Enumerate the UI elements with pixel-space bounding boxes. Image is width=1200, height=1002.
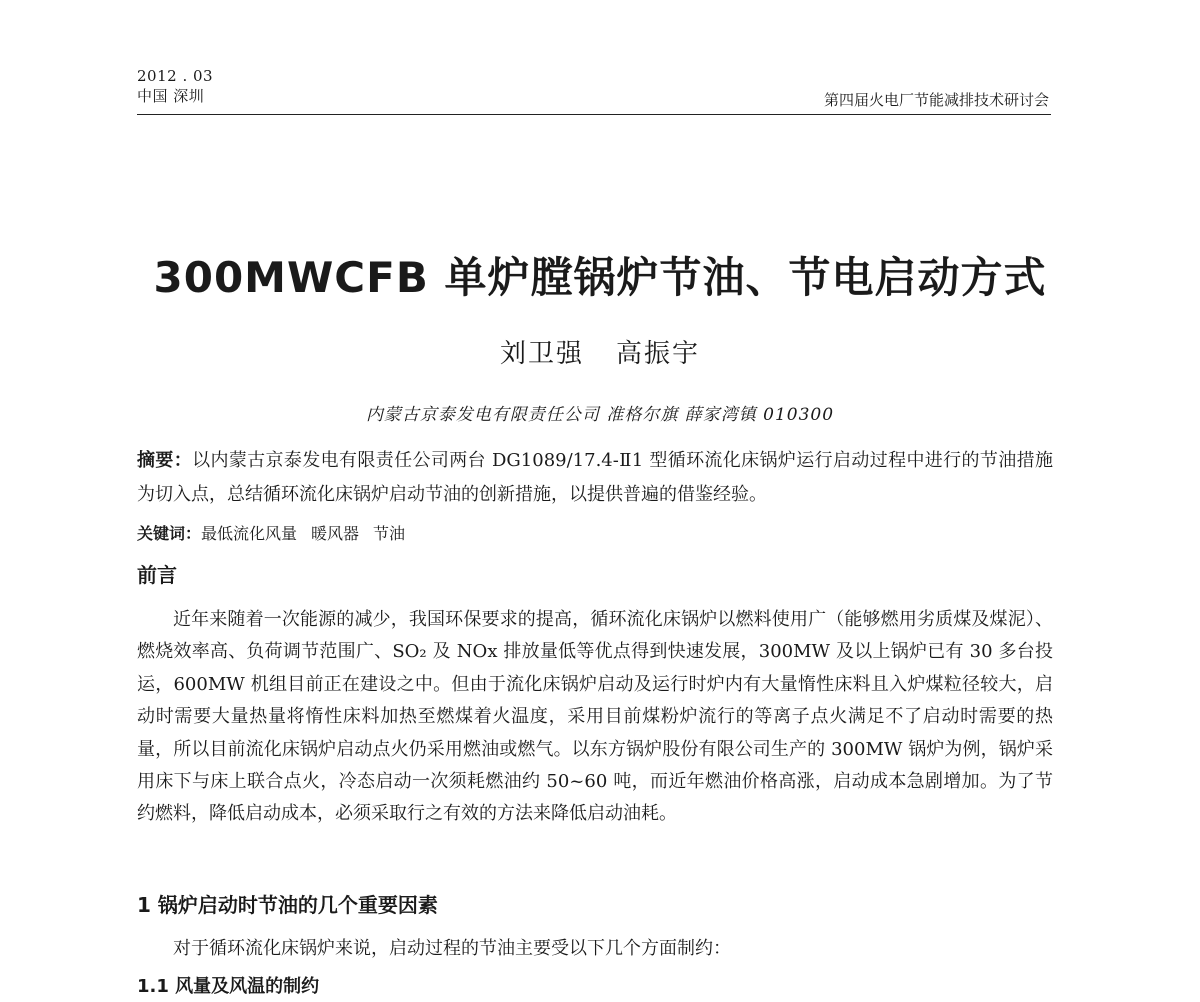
header-location: 中国 深圳 xyxy=(137,87,205,105)
keyword: 暖风器 xyxy=(311,524,360,543)
page-header xyxy=(137,66,1051,115)
header-date: 2012 . 03 xyxy=(137,67,214,85)
author-list xyxy=(0,336,1200,372)
header-date-location xyxy=(137,66,213,106)
section-1-paragraph: 对于循环流化床锅炉来说，启动过程的节油主要受以下几个方面制约： xyxy=(173,938,731,959)
abstract-text: 以内蒙古京泰发电有限责任公司两台 DG1089/17.4-Ⅱ1 型循环流化床锅炉运行启动过程中进行的节油措施为切入点，总结循环流化床锅炉启动节油的创新措施，以提供普遍的借鉴经验。 xyxy=(137,450,1053,505)
author-affiliation: 内蒙古京泰发电有限责任公司 准格尔旗 薛家湾镇 010300 xyxy=(365,405,835,425)
keyword: 节油 xyxy=(373,524,406,543)
preface-paragraph: 近年来随着一次能源的减少，我国环保要求的提高，循环流化床锅炉以燃料使用广（能够燃用劣质煤及煤泥）、燃烧效率高、负荷调节范围广、SO₂ 及 NOx 排放量低等优点得到快速发展，300MW 及以上锅炉已有 30 多台投运，600MW 机组目前正在建设之中。但由于流化床锅炉启动及运行时炉内有大量惰性床料且入炉煤粒径较大，启动时需要大量热量将惰性床料加热至燃煤着火温度，采用目前煤粉炉流行的等离子点火满足不了启动时需要的热量，所以目前流化床锅炉启动点火仍采用燃油或燃气。以东方锅炉股份有限公司生产的 300MW 锅炉为例，锅炉采用床下与床上联合点火，冷态启动一次须耗燃油约 50~60 吨，而近年燃油价格高涨，启动成本急剧增加。为了节约燃料，降低启动成本，必须采取行之有效的方法来降低启动油耗。 xyxy=(137,609,1053,825)
keyword: 最低流化风量 xyxy=(201,524,298,543)
keywords-label: 关键词： xyxy=(137,524,202,543)
section-heading-1: 1 锅炉启动时节油的几个重要因素 xyxy=(137,893,438,917)
paper-title: 300MWCFB 单炉膛锅炉节油、节电启动方式 xyxy=(153,253,1047,302)
author-name: 高振宇 xyxy=(616,339,701,369)
header-conference: 第四届火电厂节能减排技术研讨会 xyxy=(823,91,1049,109)
section-heading-preface: 前言 xyxy=(137,563,177,587)
keywords xyxy=(137,520,1053,548)
author-name: 刘卫强 xyxy=(499,339,584,369)
section-heading-1-1: 1.1 风量及风温的制约 xyxy=(137,976,320,997)
abstract xyxy=(137,444,1053,512)
abstract-label: 摘要： xyxy=(137,450,193,471)
